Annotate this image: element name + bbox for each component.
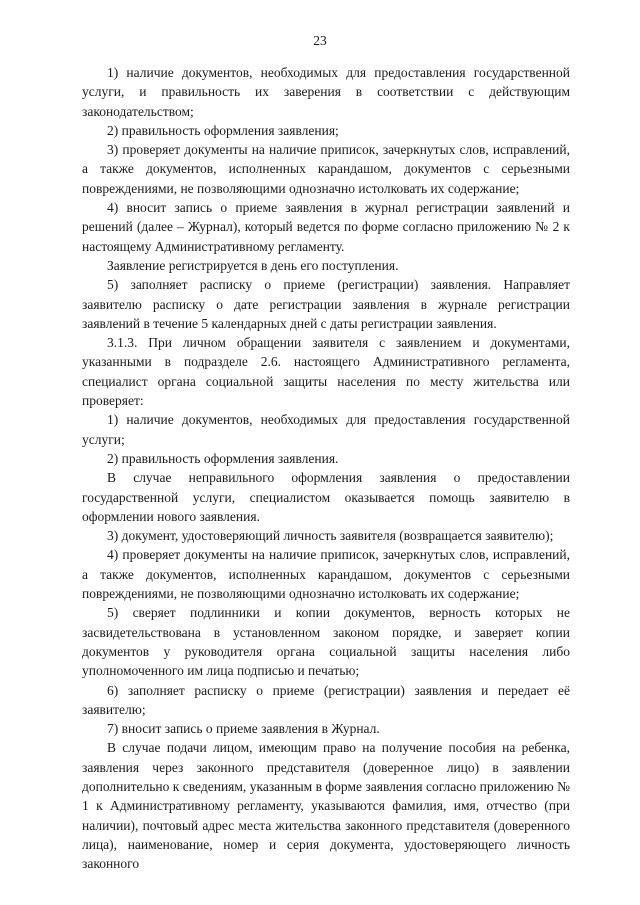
paragraph-2: 2) правильность оформления заявления; <box>107 122 339 138</box>
document-body <box>82 63 570 873</box>
paragraph-6: 5) заполняет расписку о приеме (регистрации) заявления. Направляет заявителю расписку о дате регистрации заявления в журнале регистрации заявлений в течение 5 календарных дней с даты регистрации заявления. <box>82 277 570 331</box>
paragraph-9: 2) правильность оформления заявления. <box>107 450 339 466</box>
paragraph-10: В случае неправильного оформления заявления о предоставлении государственной услуги, специалистом оказывается помощь заявителю в оформлении нового заявления. <box>82 470 570 524</box>
paragraph-13: 5) сверяет подлинники и копии документов, верность которых не засвидетельствована в установленном законом порядке, и заверяет копии документов у руководителя органа социальной защиты населения либо уполномоченного им лица подписью и печатью; <box>82 605 570 679</box>
paragraph-1: 1) наличие документов, необходимых для предоставления государственной услуги, и правильность их заверения в соответствии с действующим законодательством; <box>82 65 570 119</box>
page-number: 23 <box>313 33 327 48</box>
paragraph-11: 3) документ, удостоверяющий личность заявителя (возвращается заявителю); <box>107 528 554 544</box>
paragraph-8: 1) наличие документов, необходимых для предоставления государственной услуги; <box>82 412 570 447</box>
paragraph-15: 7) вносит запись о приеме заявления в Журнал. <box>107 721 380 737</box>
paragraph-14: 6) заполняет расписку о приеме (регистрации) заявления и передает её заявителю; <box>82 682 570 717</box>
paragraph-4: 4) вносит запись о приеме заявления в журнал регистрации заявлений и решений (далее – Журнал), который ведется по форме согласно приложению № 2 к настоящему Административному регламенту. <box>82 200 570 254</box>
paragraph-5: Заявление регистрируется в день его поступления. <box>107 257 399 273</box>
paragraph-16: В случае подачи лицом, имеющим право на получение пособия на ребенка, заявления через законного представителя (доверенное лицо) в заявлении дополнительно к сведениям, указанным в форме заявления согласно приложению № 1 к Административному регламенту, указываются фамилия, имя, отчество (при наличии), почтовый адрес места жительства законного представителя (доверенного лица), наименование, номер и серия документа, удостоверяющего личность законного <box>82 740 570 872</box>
paragraph-12: 4) проверяет документы на наличие приписок, зачеркнутых слов, исправлений, а также документов, исполненных карандашом, документов с серьезными повреждениями, не позволяющими однозначно истолковать их содержание; <box>82 547 570 602</box>
paragraph-3: 3) проверяет документы на наличие приписок, зачеркнутых слов, исправлений, а также документов, исполненных карандашом, документов с серьезными повреждениями, не позволяющими однозначно истолковать их содержание; <box>82 142 570 196</box>
paragraph-7: 3.1.3. При личном обращении заявителя с заявлением и документами, указанными в подразделе 2.6. настоящего Административного регламента, специалист органа социальной защиты населения по месту жительства или проверяет: <box>82 335 570 409</box>
